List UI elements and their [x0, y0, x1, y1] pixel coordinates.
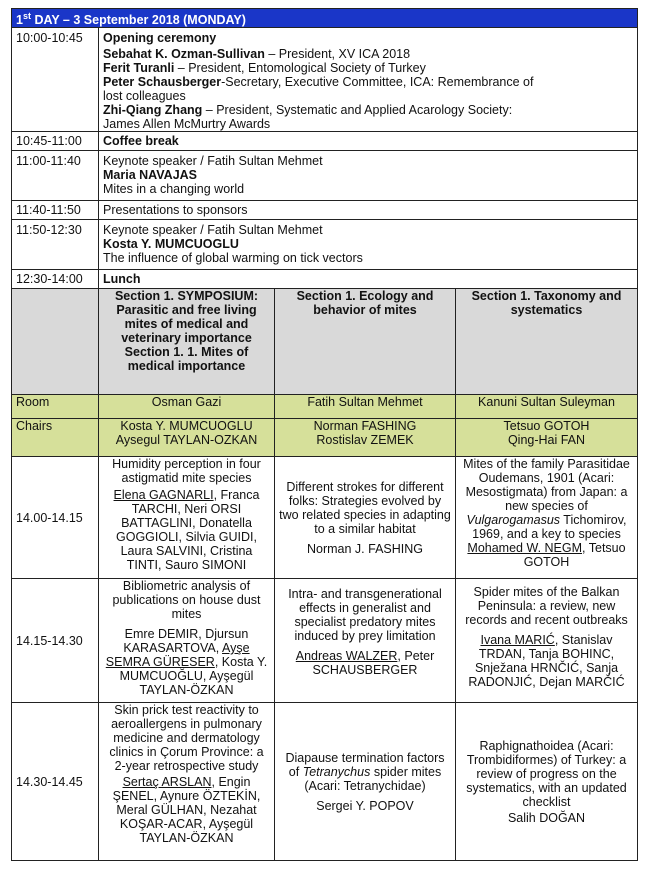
- room-label: Room: [12, 395, 99, 419]
- opening-details: [99, 28, 638, 132]
- talk-cell: [456, 579, 638, 703]
- talk-authors: Sertaç ARSLAN, Engin ŞENEL, Aynure ÖZTEKİN, Meral GÜLHAN, Nezahat KOŞAR-ACAR, Ayşegül TAYLAN-ÖZKAN: [112, 775, 261, 846]
- lunch-row: [12, 270, 638, 289]
- room-row: [12, 395, 638, 419]
- opening-entry: Zhi-Qiang Zhang – President, Systematic and Applied Acarology Society: James Allen McMurtry Awards: [103, 103, 513, 132]
- chairs-row: [12, 419, 638, 457]
- keynote1-row: [12, 151, 638, 201]
- room-1: Osman Gazi: [99, 395, 275, 419]
- keynote1-speaker: Maria NAVAJAS: [103, 168, 198, 183]
- talk-authors: Sergei Y. POPOV: [316, 798, 414, 813]
- talk-title: Raphignathoidea (Acari: Trombidiformes) of Turkey: a review of progress on the systematics, with an updated checklist: [466, 738, 627, 809]
- keynote2-room: Keynote speaker / Fatih Sultan Mehmet: [103, 223, 323, 238]
- talk-authors: Ivana MARIĆ, Stanislav TRDAN, Tanja BOHINC, Snježana HRNČIĆ, Sanja RADONJIĆ, Dejan MARČIĆ: [468, 633, 625, 690]
- chairs-label: Chairs: [12, 419, 99, 457]
- sponsors-label: Presentations to sponsors: [99, 201, 638, 220]
- sponsors-time: 11:40-11:50: [12, 201, 99, 220]
- talk-cell: [99, 703, 275, 861]
- chairs-3: Tetsuo GOTOH Qing-Hai FAN: [456, 419, 638, 457]
- talk-authors: Andreas WALZER, Peter SCHAUSBERGER: [295, 649, 435, 678]
- talk-cell: [275, 457, 456, 579]
- sponsors-row: [12, 201, 638, 220]
- talk-authors: Mohamed W. NEGM, Tetsuo GOTOH: [467, 541, 626, 570]
- section-header-row: [12, 289, 638, 395]
- talk-cell: [99, 579, 275, 703]
- room-2: Fatih Sultan Mehmet: [275, 395, 456, 419]
- room-3: Kanuni Sultan Suleyman: [456, 395, 638, 419]
- talk-title: Humidity perception in four astigmatid mite species: [112, 457, 261, 486]
- keynote2-topic: The influence of global warming on tick vectors: [103, 251, 363, 266]
- day-header-row: [12, 9, 638, 28]
- section-blank-cell: [12, 289, 99, 395]
- lunch-time: 12:30-14:00: [12, 270, 99, 289]
- keynote1-details: [99, 151, 638, 201]
- slot-time: 14.15-14.30: [12, 579, 99, 703]
- slot-row: [12, 457, 638, 579]
- opening-row: [12, 28, 638, 132]
- talk-authors: Emre DEMIR, Djursun KARASARTOVA, Ayşe SEMRA GÜRESER, Kosta Y. MUMCUOĞLU, Ayşegül TAYLAN-ÖZKAN: [105, 627, 268, 698]
- day-header: 1st DAY – 3 September 2018 (MONDAY): [12, 9, 638, 28]
- opening-entry: Sebahat K. Ozman-Sullivan – President, XV ICA 2018: [103, 47, 411, 62]
- talk-cell: [275, 703, 456, 861]
- talk-cell: [275, 579, 456, 703]
- keynote1-time: 11:00-11:40: [12, 151, 99, 201]
- talk-authors: Elena GAGNARLI, Franca TARCHI, Neri ORSI BATTAGLINI, Donatella GOGGIOLI, Silvia GUIDI, Laura SALVINI, Cristina TINTI, Sauro SIMONI: [113, 488, 260, 573]
- slot-row: [12, 703, 638, 861]
- talk-authors: Salih DOĞAN: [507, 810, 586, 825]
- lunch-label: Lunch: [99, 270, 638, 289]
- slot-time: 14.00-14.15: [12, 457, 99, 579]
- talk-title: Intra- and transgenerational effects in generalist and specialist predatory mites induced by prey limitation: [288, 587, 442, 644]
- section-header-3: Section 1. Taxonomy and systematics: [456, 289, 638, 395]
- slot-time: 14.30-14.45: [12, 703, 99, 861]
- coffee-time: 10:45-11:00: [12, 132, 99, 151]
- talk-cell: [456, 457, 638, 579]
- opening-title: Opening ceremony: [103, 31, 217, 46]
- keynote1-room: Keynote speaker / Fatih Sultan Mehmet: [103, 154, 323, 169]
- talk-title: Bibliometric analysis of publications on house dust mites: [112, 579, 261, 622]
- opening-time: 10:00-10:45: [12, 28, 99, 132]
- opening-entry: Ferit Turanli – President, Entomological Society of Turkey: [103, 61, 426, 76]
- coffee-label: Coffee break: [99, 132, 638, 151]
- keynote1-topic: Mites in a changing world: [103, 182, 245, 197]
- coffee-row: [12, 132, 638, 151]
- talk-title: Different strokes for different folks: Strategies evolved by two related species in adapting to a similar habitat: [279, 479, 451, 536]
- keynote2-details: [99, 220, 638, 270]
- talk-authors: Norman J. FASHING: [307, 541, 423, 556]
- chairs-1: Kosta Y. MUMCUOGLU Aysegul TAYLAN-OZKAN: [99, 419, 275, 457]
- keynote2-row: [12, 220, 638, 270]
- talk-cell: [456, 703, 638, 861]
- talk-title: Skin prick test reactivity to aeroallergens in pulmonary medicine and dermatology clinics in Çorum Province: a 2-year retrospective study: [109, 703, 264, 774]
- talk-cell: [99, 457, 275, 579]
- slot-row: [12, 579, 638, 703]
- program-table: [11, 8, 638, 861]
- keynote2-time: 11:50-12:30: [12, 220, 99, 270]
- chairs-2: Norman FASHING Rostislav ZEMEK: [275, 419, 456, 457]
- talk-title: Diapause termination factors of Tetranychus spider mites (Acari: Tetranychidae): [285, 750, 445, 793]
- section-header-2: Section 1. Ecology and behavior of mites: [275, 289, 456, 395]
- talk-title: Mites of the family Parasitidae Oudemans, 1901 (Acari: Mesostigmata) from Japan: a new species of Vulgarogamasus Tichomirov, 1969, and a key to species: [463, 457, 630, 542]
- talk-title: Spider mites of the Balkan Peninsula: a review, new records and recent outbreaks: [465, 585, 628, 628]
- keynote2-speaker: Kosta Y. MUMCUOGLU: [103, 237, 239, 252]
- section-header-1: Section 1. SYMPOSIUM: Parasitic and free living mites of medical and veterinary importance Section 1. 1. Mites of medical importance: [99, 289, 275, 395]
- opening-entry: Peter Schausberger-Secretary, Executive Committee, ICA: Remembrance of lost colleagues: [103, 75, 534, 104]
